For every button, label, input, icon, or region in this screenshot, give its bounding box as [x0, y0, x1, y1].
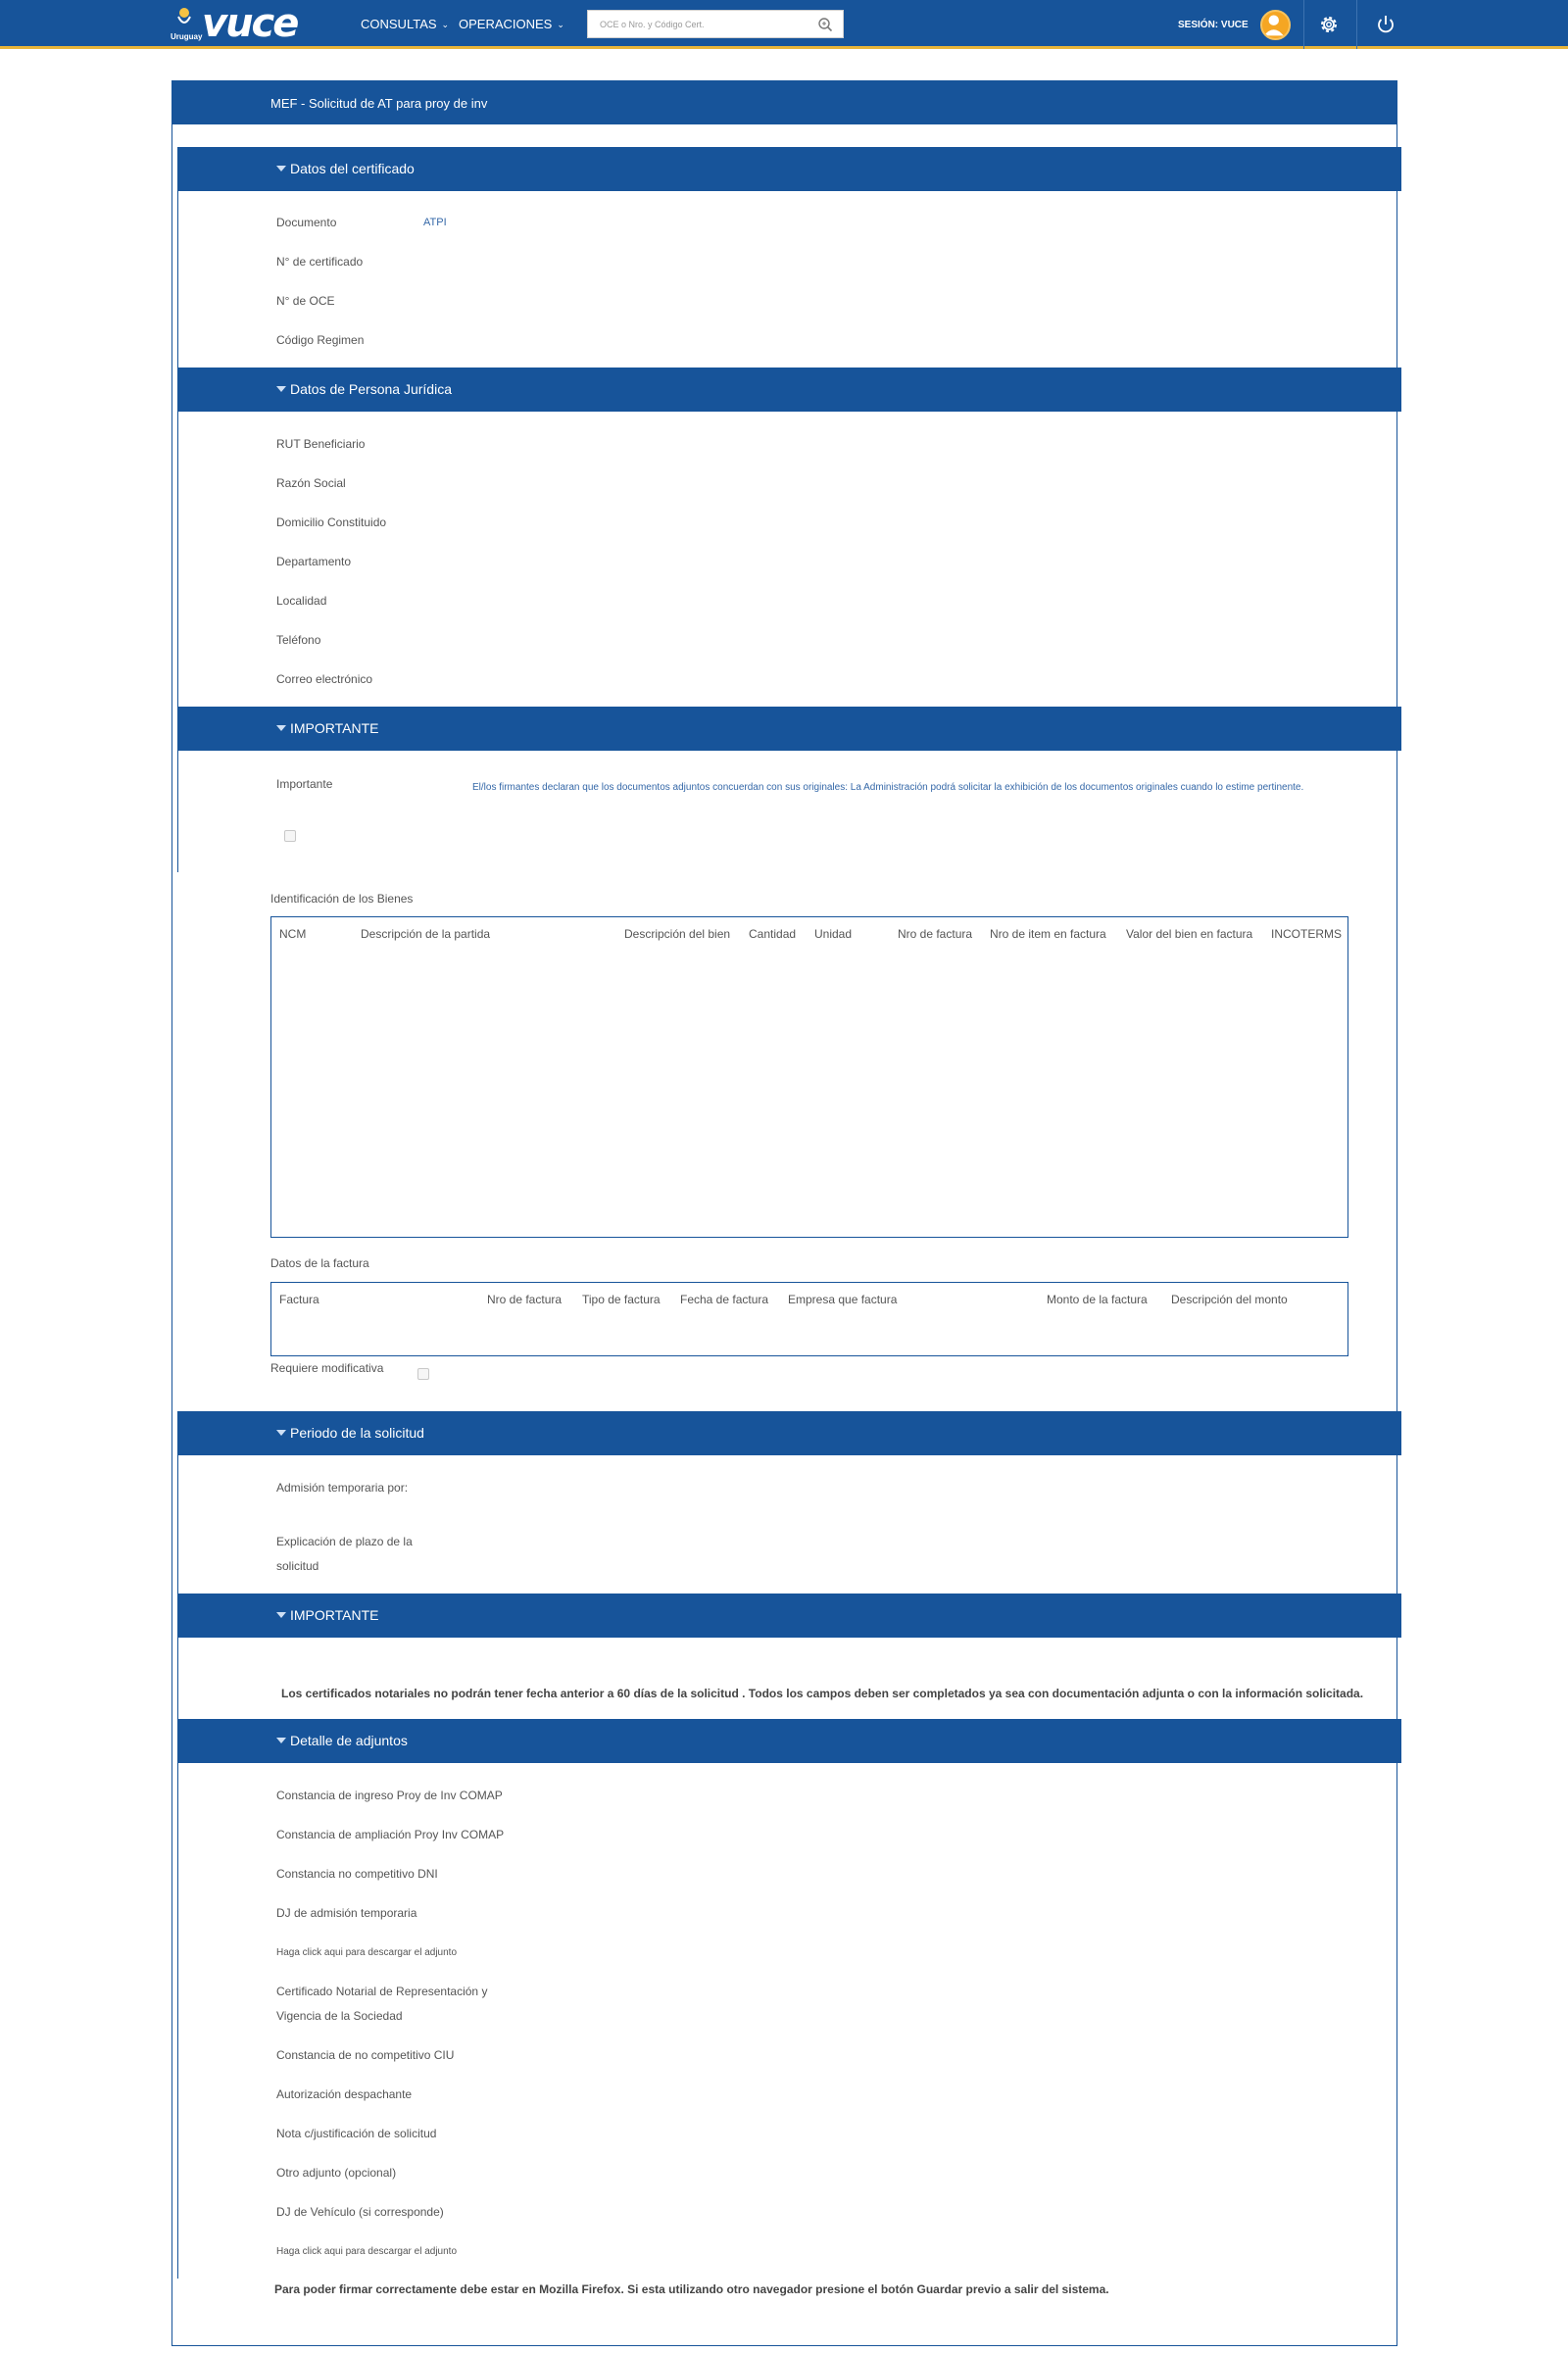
caret-down-icon [276, 1430, 286, 1436]
attachment-label: Vigencia de la Sociedad [276, 2009, 403, 2023]
column-header[interactable]: Unidad [814, 927, 853, 941]
field-label: solicitud [276, 1559, 319, 1573]
field-label: Correo electrónico [276, 672, 373, 686]
field-label: Localidad [276, 594, 327, 608]
bienes-label: Identificación de los Bienes [270, 892, 414, 906]
section-title: IMPORTANTE [290, 720, 379, 736]
nav-operaciones-label: OPERACIONES [459, 17, 553, 31]
section-title: IMPORTANTE [290, 1607, 379, 1623]
caret-down-icon [276, 1612, 286, 1618]
section-title: Detalle de adjuntos [290, 1733, 408, 1748]
column-header[interactable]: NCM [279, 927, 307, 941]
caret-down-icon [276, 725, 286, 731]
column-header[interactable]: INCOTERMS [1271, 927, 1342, 941]
section-title: Datos de Persona Jurídica [290, 381, 452, 397]
firefox-signing-note: Para poder firmar correctamente debe estar en Mozilla Firefox. Si esta utilizando otro navegador presione el botón Guardar previo a salir del sistema. [274, 2282, 1109, 2296]
nav-operaciones[interactable] [459, 17, 564, 31]
vuce-logo[interactable] [169, 1, 316, 46]
user-avatar-icon[interactable] [1260, 10, 1291, 40]
field-label: Teléfono [276, 633, 321, 647]
section-header-importante[interactable] [178, 707, 1401, 751]
download-attachment-link[interactable]: Haga click aqui para descargar el adjunto [276, 1947, 457, 1958]
column-header[interactable]: Nro de factura [487, 1293, 563, 1306]
inner-border [177, 147, 178, 872]
uruguay-emblem-icon [176, 7, 192, 26]
field-label: Admisión temporaria por: [276, 1481, 409, 1495]
top-navigation-bar [0, 0, 1568, 49]
search-box [587, 10, 844, 38]
page-title-bar [172, 80, 1397, 124]
column-header[interactable]: Descripción del bien [624, 927, 731, 941]
column-header[interactable]: Valor del bien en factura [1126, 927, 1253, 941]
column-header[interactable]: Fecha de factura [680, 1293, 769, 1306]
attachment-label: Constancia de ampliación Proy Inv COMAP [276, 1828, 505, 1841]
field-label: Domicilio Constituido [276, 515, 387, 529]
notarial-warning-text: Los certificados notariales no podrán tener fecha anterior a 60 días de la solicitud . Todos los campos deben ser completados ya sea con documentación adjunta o con la información solicitada. [281, 1687, 1364, 1700]
download-attachment-link[interactable]: Haga click aqui para descargar el adjunto [276, 2246, 457, 2257]
section-header-adjuntos[interactable] [178, 1719, 1401, 1763]
attachment-label: Otro adjunto (opcional) [276, 2166, 397, 2180]
requiere-modificativa-checkbox[interactable] [417, 1368, 429, 1380]
requiere-modificativa-label: Requiere modificativa [270, 1361, 384, 1375]
chevron-down-icon: ⌄ [441, 20, 450, 29]
caret-down-icon [276, 1738, 286, 1743]
attachment-label: Constancia de ingreso Proy de Inv COMAP [276, 1789, 503, 1802]
attachment-label: Autorización despachante [276, 2087, 413, 2101]
caret-down-icon [276, 386, 286, 392]
field-label: N° de certificado [276, 255, 364, 269]
power-icon[interactable] [1375, 14, 1396, 35]
section-header-certificado[interactable] [178, 147, 1401, 191]
field-label: Código Regimen [276, 333, 365, 347]
column-header[interactable]: Monto de la factura [1047, 1293, 1148, 1306]
logo-country-label: Uruguay [171, 32, 203, 41]
column-header[interactable]: Tipo de factura [582, 1293, 661, 1306]
attachment-label: Certificado Notarial de Representación y [276, 1985, 488, 1998]
attachment-label: Nota c/justificación de solicitud [276, 2127, 437, 2140]
factura-label: Datos de la factura [270, 1256, 369, 1270]
field-label: Documento [276, 216, 337, 229]
nav-consultas[interactable] [361, 17, 449, 31]
session-label: SESIÓN: VUCE [1178, 20, 1249, 30]
field-label: N° de OCE [276, 294, 335, 308]
inner-border [177, 1411, 178, 2279]
attachment-label: Constancia de no competitivo CIU [276, 2048, 455, 2062]
factura-grid[interactable] [270, 1282, 1348, 1356]
search-icon[interactable] [817, 17, 833, 32]
section-header-persona[interactable] [178, 368, 1401, 412]
gear-icon[interactable] [1318, 14, 1340, 35]
page-title: MEF - Solicitud de AT para proy de inv [270, 96, 488, 111]
logo-wordmark: vuce [202, 1, 298, 46]
section-header-importante-2[interactable] [178, 1594, 1401, 1638]
column-header[interactable]: Cantidad [749, 927, 797, 941]
column-header[interactable]: Descripción del monto [1171, 1293, 1288, 1306]
attachment-label: DJ de Vehículo (si corresponde) [276, 2205, 444, 2219]
column-header[interactable]: Descripción de la partida [361, 927, 491, 941]
search-input[interactable] [588, 11, 804, 37]
toolbar-divider [1303, 0, 1304, 49]
chevron-down-icon: ⌄ [557, 20, 564, 29]
field-label: Importante [276, 777, 333, 791]
attachment-label: DJ de admisión temporaria [276, 1906, 417, 1920]
caret-down-icon [276, 166, 286, 172]
documento-value: ATPI [423, 217, 447, 228]
column-header[interactable]: Nro de item en factura [990, 927, 1106, 941]
importante-declaration-text: El/los firmantes declaran que los documentos adjuntos concuerdan con sus originales: La Administración podrá solicitar la exhibición de los documentos originales cuando lo estime pertinente. [472, 782, 1304, 793]
section-title: Periodo de la solicitud [290, 1425, 424, 1441]
toolbar-divider [1356, 0, 1357, 49]
bienes-grid[interactable] [270, 916, 1348, 1238]
field-label: Explicación de plazo de la [276, 1535, 413, 1548]
importante-checkbox[interactable] [284, 830, 296, 842]
attachment-label: Constancia no competitivo DNI [276, 1867, 438, 1881]
section-header-periodo[interactable] [178, 1411, 1401, 1455]
section-title: Datos del certificado [290, 161, 415, 176]
field-label: Departamento [276, 555, 352, 568]
nav-consultas-label: CONSULTAS [361, 17, 437, 31]
column-header[interactable]: Factura [279, 1293, 319, 1306]
field-label: Razón Social [276, 476, 346, 490]
field-label: RUT Beneficiario [276, 437, 366, 451]
column-header[interactable]: Nro de factura [898, 927, 973, 941]
column-header[interactable]: Empresa que factura [788, 1293, 898, 1306]
